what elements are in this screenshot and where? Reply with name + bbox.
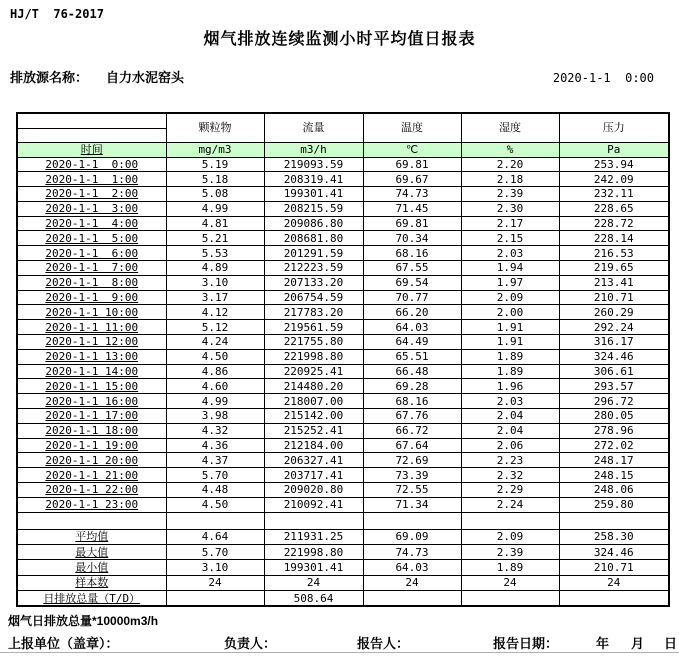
- value-cell: 69.67: [363, 172, 461, 187]
- year-label: 年: [596, 636, 610, 651]
- value-cell: 208319.41: [264, 172, 363, 187]
- value-cell: 228.72: [559, 216, 669, 231]
- value-cell: 4.50: [166, 349, 264, 364]
- summary-rows: [17, 529, 669, 606]
- table-row: [17, 290, 669, 305]
- value-cell: 221998.80: [264, 545, 363, 560]
- value-cell: 2.39: [461, 545, 559, 560]
- value-cell: 69.54: [363, 275, 461, 290]
- table-row-label: 2020-1-1 19:00: [17, 438, 166, 453]
- header-name-row: [17, 113, 669, 128]
- value-cell: 208681.80: [264, 231, 363, 246]
- table-row: [17, 261, 669, 276]
- signature-line: [0, 633, 679, 651]
- value-cell: 324.46: [559, 349, 669, 364]
- summary-row-label: 最大值: [17, 545, 166, 560]
- value-cell: 2.03: [461, 246, 559, 261]
- footnote: 烟气日排放总量*10000m3/h: [8, 614, 159, 628]
- table-row-label: 2020-1-1 0:00: [17, 157, 166, 172]
- value-cell: 69.09: [363, 529, 461, 544]
- value-cell: 69.81: [363, 216, 461, 231]
- value-cell: 208215.59: [264, 201, 363, 216]
- value-cell: 248.17: [559, 453, 669, 468]
- value-cell: 73.39: [363, 468, 461, 483]
- value-cell: 24: [363, 575, 461, 590]
- summary-row: [17, 545, 669, 560]
- table-row-label: 2020-1-1 8:00: [17, 275, 166, 290]
- time-column-header: 时间: [17, 142, 166, 157]
- report-unit-label: 上报单位（盖章）：: [8, 636, 119, 651]
- value-cell: 215142.00: [264, 409, 363, 424]
- value-cell: 74.73: [363, 545, 461, 560]
- value-cell: 64.49: [363, 335, 461, 350]
- value-cell: 4.24: [166, 335, 264, 350]
- table-row-label: 2020-1-1 3:00: [17, 201, 166, 216]
- value-cell: 64.03: [363, 320, 461, 335]
- value-cell: 72.69: [363, 453, 461, 468]
- value-cell: 4.86: [166, 364, 264, 379]
- table-row: [17, 364, 669, 379]
- value-cell: 253.94: [559, 157, 669, 172]
- monitoring-table: [16, 112, 670, 607]
- table-row-label: 2020-1-1 15:00: [17, 379, 166, 394]
- value-cell: 5.08: [166, 187, 264, 202]
- column-unit: mg/m3: [166, 142, 264, 157]
- value-cell: 260.29: [559, 305, 669, 320]
- table-row-label: 2020-1-1 20:00: [17, 453, 166, 468]
- table-row-label: 2020-1-1 1:00: [17, 172, 166, 187]
- value-cell: [166, 591, 264, 606]
- value-cell: 3.10: [166, 560, 264, 575]
- value-cell: 2.09: [461, 290, 559, 305]
- value-cell: 1.89: [461, 560, 559, 575]
- table-row: [17, 379, 669, 394]
- value-cell: 220925.41: [264, 364, 363, 379]
- value-cell: [559, 591, 669, 606]
- table-row: [17, 394, 669, 409]
- table-row: [17, 497, 669, 512]
- value-cell: 210.71: [559, 560, 669, 575]
- table-row: [17, 335, 669, 350]
- table-row-label: 2020-1-1 18:00: [17, 423, 166, 438]
- value-cell: 3.98: [166, 409, 264, 424]
- table-row-label: 2020-1-1 6:00: [17, 246, 166, 261]
- value-cell: [461, 591, 559, 606]
- value-cell: 71.34: [363, 497, 461, 512]
- value-cell: 228.65: [559, 201, 669, 216]
- responsible-label: 负责人：: [224, 636, 277, 651]
- value-cell: 66.72: [363, 423, 461, 438]
- table-row: [17, 409, 669, 424]
- value-cell: 2.23: [461, 453, 559, 468]
- value-cell: 4.64: [166, 529, 264, 544]
- value-cell: 1.89: [461, 364, 559, 379]
- table-row: [17, 172, 669, 187]
- summary-row-label: 最小值: [17, 560, 166, 575]
- column-header: 湿度: [461, 113, 559, 142]
- table-row: [17, 246, 669, 261]
- value-cell: 201291.59: [264, 246, 363, 261]
- value-cell: 211931.25: [264, 529, 363, 544]
- value-cell: 67.64: [363, 438, 461, 453]
- table-row: [17, 468, 669, 483]
- day-label: 日: [664, 636, 678, 651]
- summary-row: [17, 591, 669, 606]
- value-cell: 1.91: [461, 320, 559, 335]
- value-cell: 2.39: [461, 187, 559, 202]
- value-cell: 209086.80: [264, 216, 363, 231]
- emission-source-name: 自力水泥窑头: [106, 70, 185, 85]
- table-row: [17, 231, 669, 246]
- value-cell: 293.57: [559, 379, 669, 394]
- value-cell: 217783.20: [264, 305, 363, 320]
- value-cell: 258.30: [559, 529, 669, 544]
- value-cell: 206327.41: [264, 453, 363, 468]
- value-cell: 67.76: [363, 409, 461, 424]
- table-row-label: 2020-1-1 16:00: [17, 394, 166, 409]
- value-cell: 199301.41: [264, 560, 363, 575]
- value-cell: 1.91: [461, 335, 559, 350]
- value-cell: 1.97: [461, 275, 559, 290]
- value-cell: 2.32: [461, 468, 559, 483]
- value-cell: 232.11: [559, 187, 669, 202]
- table-row: [17, 423, 669, 438]
- emission-source: [10, 67, 184, 86]
- summary-row: [17, 529, 669, 544]
- value-cell: 71.45: [363, 201, 461, 216]
- value-cell: 2.30: [461, 201, 559, 216]
- report-datetime: 2020-1-1 0:00: [552, 71, 654, 85]
- value-cell: 3.17: [166, 290, 264, 305]
- value-cell: 221998.80: [264, 349, 363, 364]
- table-row-label: 2020-1-1 14:00: [17, 364, 166, 379]
- value-cell: 2.24: [461, 497, 559, 512]
- value-cell: 210092.41: [264, 497, 363, 512]
- value-cell: 199301.41: [264, 187, 363, 202]
- value-cell: 259.80: [559, 497, 669, 512]
- value-cell: 4.37: [166, 453, 264, 468]
- column-header: 温度: [363, 113, 461, 142]
- value-cell: 67.55: [363, 261, 461, 276]
- table-row: [17, 201, 669, 216]
- value-cell: 2.03: [461, 394, 559, 409]
- value-cell: 212223.59: [264, 261, 363, 276]
- value-cell: [363, 591, 461, 606]
- header-corner-top: [17, 113, 166, 128]
- table-row-label: 2020-1-1 10:00: [17, 305, 166, 320]
- value-cell: 70.77: [363, 290, 461, 305]
- value-cell: 1.96: [461, 379, 559, 394]
- reporter-label: 报告人：: [357, 636, 410, 651]
- table-row-label: 2020-1-1 9:00: [17, 290, 166, 305]
- value-cell: 316.17: [559, 335, 669, 350]
- value-cell: 280.05: [559, 409, 669, 424]
- value-cell: 4.48: [166, 483, 264, 498]
- value-cell: 2.04: [461, 423, 559, 438]
- value-cell: 203717.41: [264, 468, 363, 483]
- value-cell: 72.55: [363, 483, 461, 498]
- table-row-label: 2020-1-1 12:00: [17, 335, 166, 350]
- value-cell: 2.09: [461, 529, 559, 544]
- value-cell: 5.70: [166, 468, 264, 483]
- value-cell: 4.32: [166, 423, 264, 438]
- value-cell: 4.12: [166, 305, 264, 320]
- value-cell: 219.65: [559, 261, 669, 276]
- table-row-label: 2020-1-1 11:00: [17, 320, 166, 335]
- value-cell: 2.15: [461, 231, 559, 246]
- value-cell: 292.24: [559, 320, 669, 335]
- value-cell: 5.21: [166, 231, 264, 246]
- value-cell: 4.36: [166, 438, 264, 453]
- value-cell: 272.02: [559, 438, 669, 453]
- table-header: [17, 113, 669, 157]
- table-row-label: 2020-1-1 21:00: [17, 468, 166, 483]
- table-row: [17, 187, 669, 202]
- value-cell: 1.94: [461, 261, 559, 276]
- value-cell: 4.60: [166, 379, 264, 394]
- value-cell: 3.10: [166, 275, 264, 290]
- value-cell: 5.70: [166, 545, 264, 560]
- emission-source-label: 排放源名称：: [10, 70, 89, 85]
- value-cell: 24: [166, 575, 264, 590]
- value-cell: 221755.80: [264, 335, 363, 350]
- table-row: [17, 438, 669, 453]
- column-header: 压力: [559, 113, 669, 142]
- value-cell: 4.81: [166, 216, 264, 231]
- value-cell: 206754.59: [264, 290, 363, 305]
- value-cell: 4.50: [166, 497, 264, 512]
- value-cell: 68.16: [363, 394, 461, 409]
- value-cell: 207133.20: [264, 275, 363, 290]
- header-unit-row: [17, 142, 669, 157]
- value-cell: 66.20: [363, 305, 461, 320]
- report-date-label: 报告日期：: [493, 636, 559, 651]
- column-header: 颗粒物: [166, 113, 264, 142]
- table-row: [17, 157, 669, 172]
- value-cell: 4.99: [166, 201, 264, 216]
- value-cell: 210.71: [559, 290, 669, 305]
- value-cell: 4.99: [166, 394, 264, 409]
- value-cell: 218007.00: [264, 394, 363, 409]
- table-row: [17, 483, 669, 498]
- summary-row-label: 样本数: [17, 575, 166, 590]
- value-cell: 212184.00: [264, 438, 363, 453]
- standard-code: HJ/T 76-2017: [10, 7, 104, 21]
- value-cell: 219093.59: [264, 157, 363, 172]
- value-cell: 5.18: [166, 172, 264, 187]
- value-cell: 24: [559, 575, 669, 590]
- summary-row: [17, 560, 669, 575]
- value-cell: 2.06: [461, 438, 559, 453]
- value-cell: 74.73: [363, 187, 461, 202]
- value-cell: 296.72: [559, 394, 669, 409]
- value-cell: 70.34: [363, 231, 461, 246]
- value-cell: 5.19: [166, 157, 264, 172]
- value-cell: 508.64: [264, 591, 363, 606]
- data-rows: [17, 157, 669, 512]
- report-meta: [10, 67, 654, 86]
- value-cell: 209020.80: [264, 483, 363, 498]
- month-label: 月: [631, 636, 645, 651]
- page-title: 烟气排放连续监测小时平均值日报表: [203, 31, 476, 48]
- column-unit: ℃: [363, 142, 461, 157]
- column-unit: m3/h: [264, 142, 363, 157]
- value-cell: 65.51: [363, 349, 461, 364]
- table-row-label: 2020-1-1 13:00: [17, 349, 166, 364]
- value-cell: 66.48: [363, 364, 461, 379]
- value-cell: 219561.59: [264, 320, 363, 335]
- value-cell: 2.17: [461, 216, 559, 231]
- header-corner-bottom: [17, 128, 166, 142]
- bottom-separator: [0, 652, 679, 653]
- table-row-label: 2020-1-1 7:00: [17, 261, 166, 276]
- summary-row-label: 日排放总量（T/D）: [17, 591, 166, 606]
- value-cell: 68.16: [363, 246, 461, 261]
- table-row-label: 2020-1-1 23:00: [17, 497, 166, 512]
- table-row-label: 2020-1-1 5:00: [17, 231, 166, 246]
- value-cell: 69.81: [363, 157, 461, 172]
- summary-row-label: 平均值: [17, 529, 166, 544]
- value-cell: 213.41: [559, 275, 669, 290]
- value-cell: 24: [461, 575, 559, 590]
- table-row: [17, 453, 669, 468]
- column-unit: %: [461, 142, 559, 157]
- value-cell: 248.15: [559, 468, 669, 483]
- blank-row: [17, 512, 669, 529]
- value-cell: 4.89: [166, 261, 264, 276]
- spacer-body: [17, 512, 669, 529]
- value-cell: 228.14: [559, 231, 669, 246]
- value-cell: 215252.41: [264, 423, 363, 438]
- value-cell: 2.00: [461, 305, 559, 320]
- value-cell: 2.04: [461, 409, 559, 424]
- value-cell: 214480.20: [264, 379, 363, 394]
- table-row-label: 2020-1-1 17:00: [17, 409, 166, 424]
- summary-row: [17, 575, 669, 590]
- value-cell: 2.29: [461, 483, 559, 498]
- column-header: 流量: [264, 113, 363, 142]
- column-unit: Pa: [559, 142, 669, 157]
- value-cell: 2.20: [461, 157, 559, 172]
- value-cell: 248.06: [559, 483, 669, 498]
- value-cell: 24: [264, 575, 363, 590]
- value-cell: 306.61: [559, 364, 669, 379]
- table-row-label: 2020-1-1 22:00: [17, 483, 166, 498]
- value-cell: 64.03: [363, 560, 461, 575]
- value-cell: 69.28: [363, 379, 461, 394]
- table-row-label: 2020-1-1 2:00: [17, 187, 166, 202]
- value-cell: 5.12: [166, 320, 264, 335]
- value-cell: 2.18: [461, 172, 559, 187]
- value-cell: 5.53: [166, 246, 264, 261]
- value-cell: 1.89: [461, 349, 559, 364]
- table-row: [17, 320, 669, 335]
- value-cell: 216.53: [559, 246, 669, 261]
- table-row: [17, 305, 669, 320]
- table-row: [17, 216, 669, 231]
- value-cell: 324.46: [559, 545, 669, 560]
- table-row: [17, 275, 669, 290]
- value-cell: 242.09: [559, 172, 669, 187]
- value-cell: 278.96: [559, 423, 669, 438]
- table-row-label: 2020-1-1 4:00: [17, 216, 166, 231]
- table-row: [17, 349, 669, 364]
